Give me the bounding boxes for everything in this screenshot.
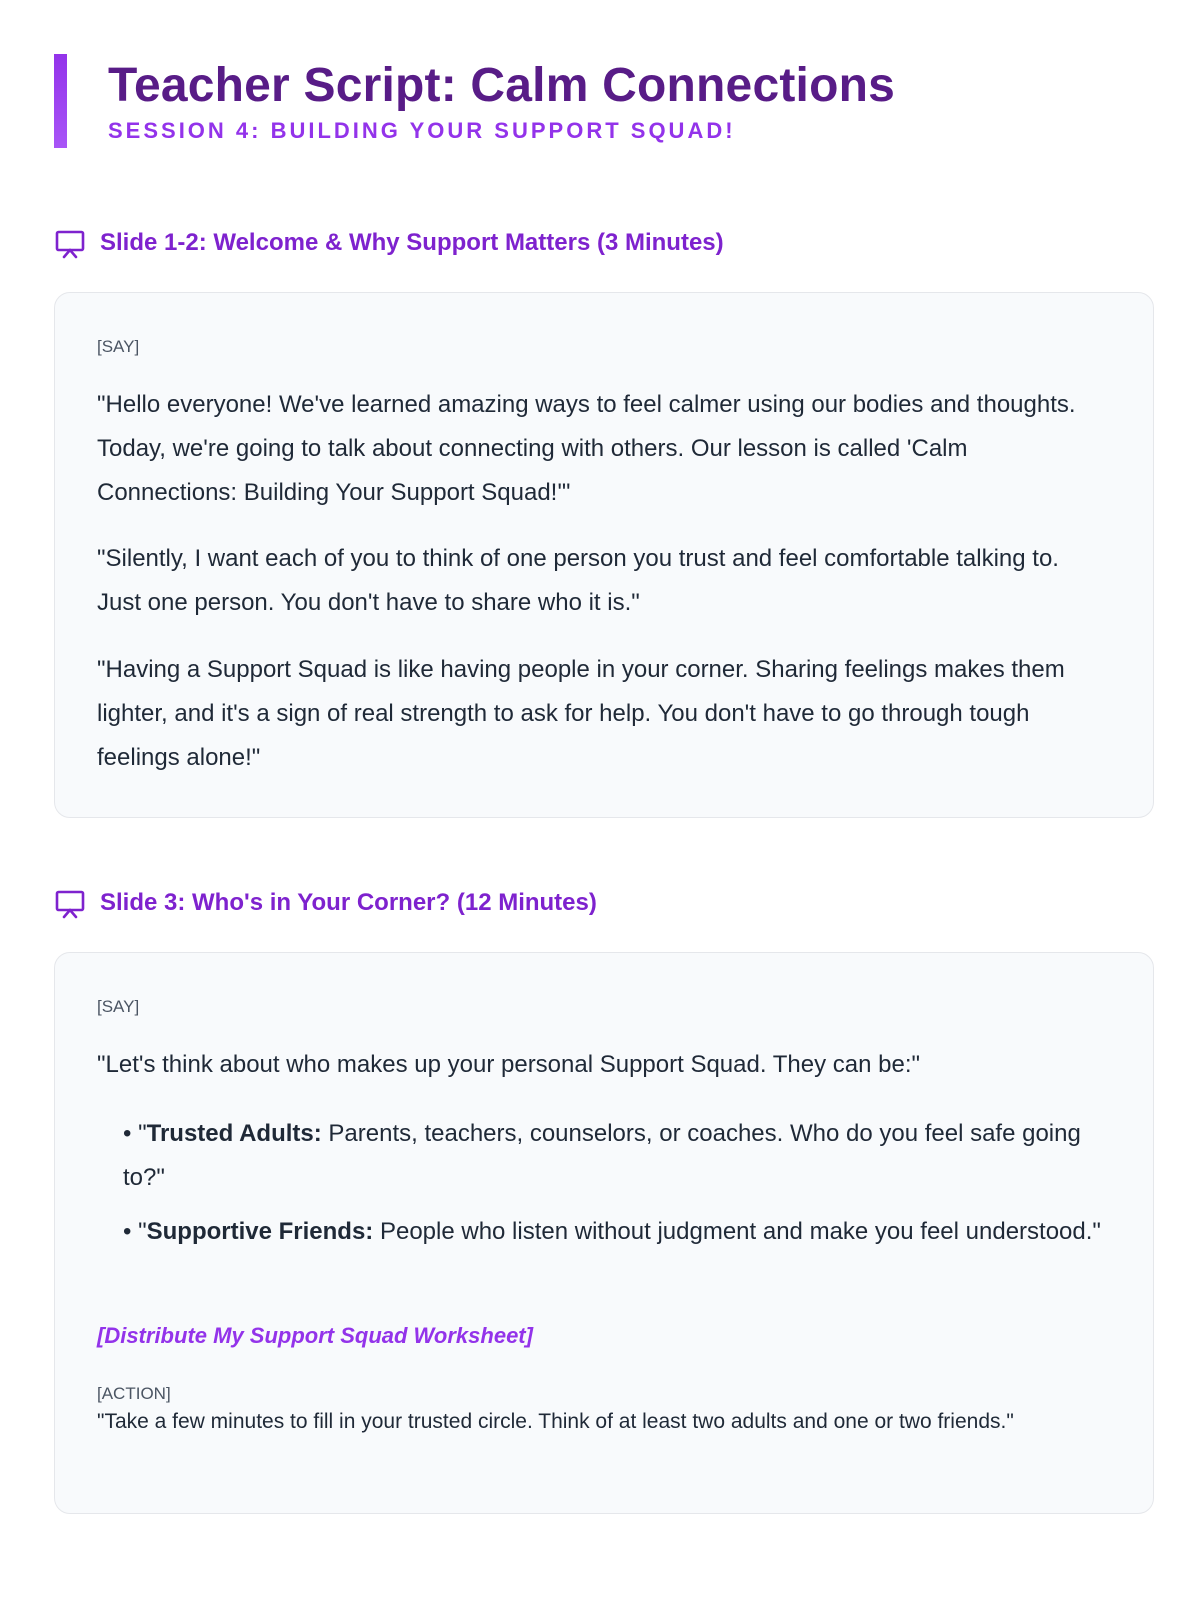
script-paragraph: "Hello everyone! We've learned amazing ways to feel calmer using our bodies and thoughts. Today, we're going to talk about connecting with others. Our lesson is called 'Calm Connections: Building Your Support Squad!'": [97, 391, 1076, 506]
quote-mark: ": [138, 1218, 147, 1245]
accent-bar: [54, 54, 67, 148]
say-tag: [SAY]: [97, 337, 140, 356]
script-card-slide-1-2: [54, 292, 1154, 818]
quote-mark: ": [138, 1120, 147, 1147]
presentation-board-icon: [54, 227, 86, 259]
bullet-term: Supportive Friends:: [146, 1218, 374, 1245]
section-heading-label: Slide 3: Who's in Your Corner? (12 Minutes): [100, 889, 597, 916]
script-card-slide-3: [54, 952, 1154, 1514]
action-text: "Take a few minutes to fill in your trusted circle. Think of at least two adults and one or two friends.": [97, 1410, 1014, 1433]
bullet-marker: •: [123, 1218, 132, 1245]
bullet-text: Parents, teachers, counselors, or coaches. Who do you feel safe going to?": [123, 1120, 1081, 1191]
say-tag: [SAY]: [97, 997, 140, 1016]
teacher-instruction: [Distribute My Support Squad Worksheet]: [97, 1323, 533, 1348]
script-paragraph: "Silently, I want each of you to think of one person you trust and feel comfortable talking to. Just one person. You don't have to share who it is.": [97, 545, 1059, 616]
page-header: [54, 54, 1054, 148]
list-item-trusted-adults: [123, 1112, 1103, 1200]
script-intro: "Let's think about who makes up your personal Support Squad. They can be:": [97, 1051, 921, 1078]
script-paragraph: "Having a Support Squad is like having people in your corner. Sharing feelings makes them lighter, and it's a sign of real strength to ask for help. You don't have to go through tough feelings alone!": [97, 656, 1065, 771]
section-heading-label: Slide 1-2: Welcome & Why Support Matters (3 Minutes): [100, 229, 724, 256]
section-heading-slide-3: [54, 886, 597, 920]
presentation-board-icon: [54, 887, 86, 919]
bullet-marker: •: [123, 1120, 132, 1147]
section-heading-slide-1-2: [54, 226, 724, 260]
page-title: Teacher Script: Calm Connections: [108, 59, 896, 112]
session-subtitle: SESSION 4: BUILDING YOUR SUPPORT SQUAD!: [108, 118, 736, 143]
bullet-text: People who listen without judgment and make you feel understood.": [373, 1218, 1101, 1245]
action-tag: [ACTION]: [97, 1384, 171, 1403]
list-item-supportive-friends: [123, 1210, 1103, 1254]
bullet-term: Trusted Adults:: [146, 1120, 322, 1147]
